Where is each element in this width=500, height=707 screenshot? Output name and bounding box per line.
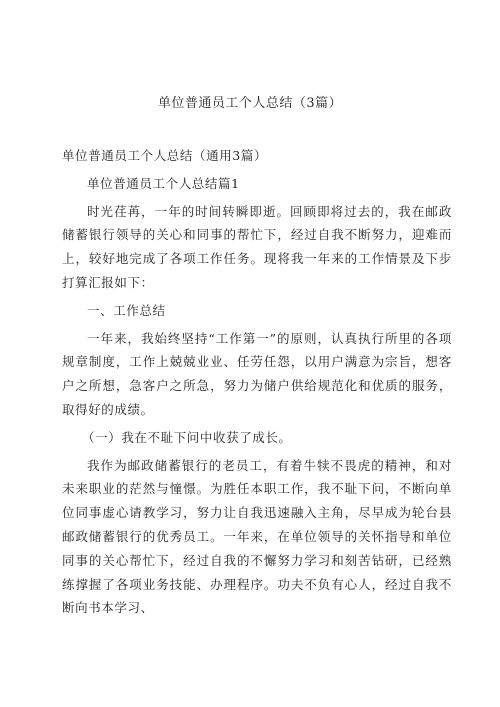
section-heading: 一、工作总结	[87, 302, 166, 318]
subsection-heading: （一）我在不耻下问中收获了成长。	[82, 429, 292, 445]
document-body	[62, 144, 452, 620]
body-paragraph: 我作为邮政储蓄银行的老员工，有着牛犊不畏虎的精神，和对未来职业的茫然与憧憬。为胜任本职工作，我不耻下问，不断向单位同事虚心请教学习，努力让自我迅速融入主角，尽早成为轮台县邮政储蓄银行的优秀员工。一年来，在单位领导的关怀指导和单位同事的关心帮忙下，经过自我的不懈努力学习和刻苦钻研，已经熟练撑握了各项业务技能、办理程序。功夫不负有心人，经过自我不断向书本学习、	[62, 457, 452, 616]
subsection-heading: 单位普通员工个人总结篇1	[87, 175, 240, 191]
document-title: 单位普通员工个人总结（3篇）	[157, 96, 343, 111]
section-heading: 单位普通员工个人总结（通用3篇）	[62, 148, 268, 163]
body-paragraph: 时光荏苒，一年的时间转瞬即逝。回顾即将过去的，我在邮政储蓄银行领导的关心和同事的帮忙下，经过自我不断努力，迎难而上，较好地完成了各项工作任务。现将我一年来的工作情景及下步打算汇报如下：	[62, 203, 452, 290]
body-paragraph: 一年来，我始终坚持“工作第一”的原则，认真执行所里的各项规章制度，工作上兢兢业业、任劳任怨，以用户满意为宗旨，想客户之所想，急客户之所急，努力为储户供给规范化和优质的服务，取得好的成绩。	[62, 330, 452, 417]
